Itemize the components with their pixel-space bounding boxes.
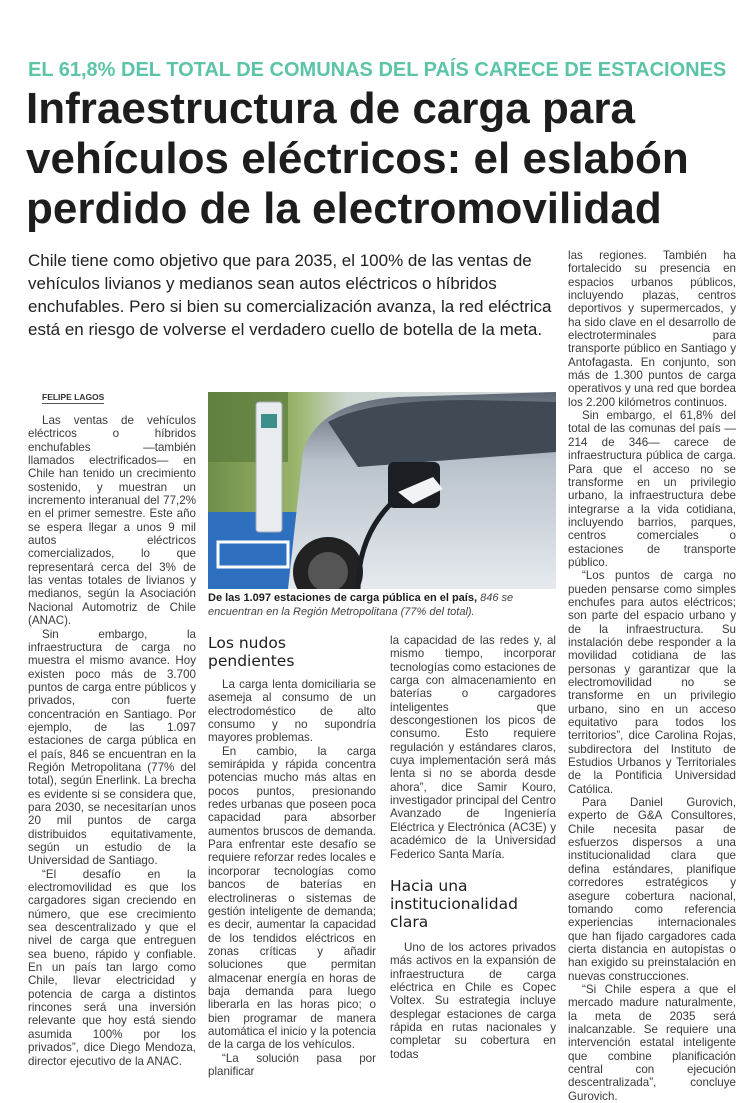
- heading-line: institucionalidad clara: [390, 894, 518, 931]
- paragraph: “Si Chile espera a que el mercado madure naturalmente, la meta de 2035 será inalcanzable. Se requiere una intervención estatal inteligente que combine planificación central con ejecución descentralizada”, concluye Gurovich.: [568, 982, 736, 1103]
- headline-line: Infraestructura de carga para: [26, 84, 635, 133]
- column-2: [208, 634, 376, 1078]
- paragraph: la capacidad de las redes y, al mismo tiempo, incorporar tecnologías como estaciones de carga con almacenamiento en baterías o cargadores inteligentes que descongestionen los picos de consumo. Esto requiere regulación y estándares claros, cuya implementación será más lenta si no se aborda desde ahora”, dice Samir Kouro, investigador principal del Centro Avanzado de Ingeniería Eléctrica y Electrónica (AC3E) y académico de la Universidad Federico Santa María.: [390, 634, 556, 861]
- headline-line: vehículos eléctricos: el eslabón: [26, 134, 689, 183]
- paragraph: Uno de los actores privados más activos en la expansión de infraestructura de carga eléctrica en Chile es Copec Voltex. Su estrategia incluye desplegar estaciones de carga rápida en rutas nacionales y completar su cobertura en todas: [390, 940, 556, 1061]
- section-heading: [390, 877, 556, 931]
- kicker: EL 61,8% DEL TOTAL DE COMUNAS DEL PAÍS CARECE DE ESTACIONES: [28, 59, 727, 81]
- headline-line: perdido de la electromovilidad: [26, 184, 662, 233]
- paragraph: Sin embargo, la infraestructura de carga no muestra el mismo avance. Hoy existen poco más de 3.700 puntos de carga entre públicos y privados, con fuerte concentración en Santiago. Por ejemplo, de las 1.097 estaciones de carga pública en el país, 846 se encuentran en la Región Metropolitana (77% del total), según Enerlink. La brecha es evidente si se considera que, para 2030, se necesitarían unos 20 mil puntos de carga distribuidos equitativamente, según un estudio de la Universidad de Santiago.: [28, 627, 196, 868]
- headline: [26, 84, 742, 234]
- paragraph: “El desafío en la electromovilidad es que los cargadores sigan creciendo en número, que ese crecimiento sea descentralizado y que el nivel de carga que entreguen sea bueno, rápido y confiable. En un país tan largo como Chile, llevar electricidad y potencia de carga a distintos rincones será una inversión relevante que hoy está siendo asumida 100% por los privados”, dice Diego Mendoza, director ejecutivo de la ANAC.: [28, 867, 196, 1068]
- paragraph: “Los puntos de carga no pueden pensarse como simples enchufes para autos eléctricos; son parte del espacio urbano y de la infraestructura. Su instalación debe responder a la movilidad cotidiana de las personas y garantizar que la electromovilidad no se transforme en un privilegio urbano, sino en un acceso equitativo para todos los territorios”, dice Carolina Rojas, subdirectora del Instituto de Estudios Urbanos y Territoriales de la Pontificia Universidad Católica.: [568, 569, 736, 796]
- paragraph: En cambio, la carga semirápida y rápida concentra potencias mucho más altas en pocos puntos, presionando redes urbanas que poseen poca capacidad para absorber aumentos bruscos de demanda. Para enfrentar este desafío se requiere reforzar redes locales e incorporar tecnologías como bancos de baterías en electrolineras o sistemas de gestión inteligente de demanda; es decir, aumentar la capacidad de los tendidos eléctricos en zonas críticas y añadir soluciones que permitan almacenar energía en horas de baja demanda para luego liberarla en las horas pico; o bien programar de manera automática el inicio y la potencia de la carga de los vehículos.: [208, 744, 376, 1052]
- column-4: [568, 249, 736, 1103]
- paragraph: Para Daniel Gurovich, experto de G&A Consultores, Chile necesita pasar de esfuerzos dispersos a una institucionalidad clara que defina estándares, planifique corredores estratégicos y asegure cobertura nacional, tomando como referencia experiencias internacionales que han fijado cargadores cada cierta distancia en autopistas o han exigido su preinstalación en nuevas construcciones.: [568, 796, 736, 983]
- paragraph: “La solución pasa por planificar: [208, 1051, 376, 1078]
- ev-charging-image: [208, 392, 556, 589]
- paragraph: La carga lenta domiciliaria se asemeja al consumo de un electrodoméstico de alto consumo y no supondría mayores problemas.: [208, 678, 376, 745]
- column-3: [390, 634, 556, 1061]
- heading-line: Hacia una: [390, 876, 468, 895]
- section-heading: Los nudos pendientes: [208, 634, 295, 670]
- paragraph: las regiones. También ha fortalecido su presencia en espacios urbanos públicos, incluyendo plazas, centros deportivos y supermercados, y ha sido clave en el desarrollo de electroterminales para transporte público en Santiago y Antofagasta. En conjunto, son más de 1.300 puntos de carga operativos y una red que bordea los 2.200 kilómetros continuos.: [568, 249, 736, 409]
- byline: FELIPE LAGOS: [42, 392, 105, 402]
- article-photo-ev-charging: [208, 392, 556, 589]
- paragraph: Sin embargo, el 61,8% del total de las comunas del país —214 de 346— carece de infraestructura pública de carga. Para que el acceso no se transforme en un privilegio urbano, la infraestructura debe integrarse a la vida cotidiana, incluyendo barrios, parques, centros comerciales o estaciones de transporte público.: [568, 409, 736, 569]
- caption-bold: De las 1.097 estaciones de carga pública en el país,: [208, 592, 478, 604]
- column-1: [28, 414, 196, 1068]
- paragraph: Las ventas de vehículos eléctricos o híbridos enchufables —también llamados electrificados— en Chile han tenido un crecimiento sostenido, y muestran un incremento interanual del 77,2% en el primer semestre. Este año se espera llegar a unos 9 mil autos eléctricos comercializados, lo que representará cerca del 3% de las ventas totales de livianos y medianos, según la Asociación Nacional Automotriz de Chile (ANAC).: [28, 414, 196, 628]
- lede: Chile tiene como objetivo que para 2035, el 100% de las ventas de vehículos livianos y medianos sean autos eléctricos o híbridos enchufables. Pero si bien su comercialización avanza, la red eléctrica está en riesgo de volverse el verdadero cuello de botella de la meta.: [28, 251, 552, 339]
- photo-caption: [208, 592, 558, 619]
- caption-italic: 846 se encuentran en la Región Metropolitana (77% del total).: [208, 592, 514, 618]
